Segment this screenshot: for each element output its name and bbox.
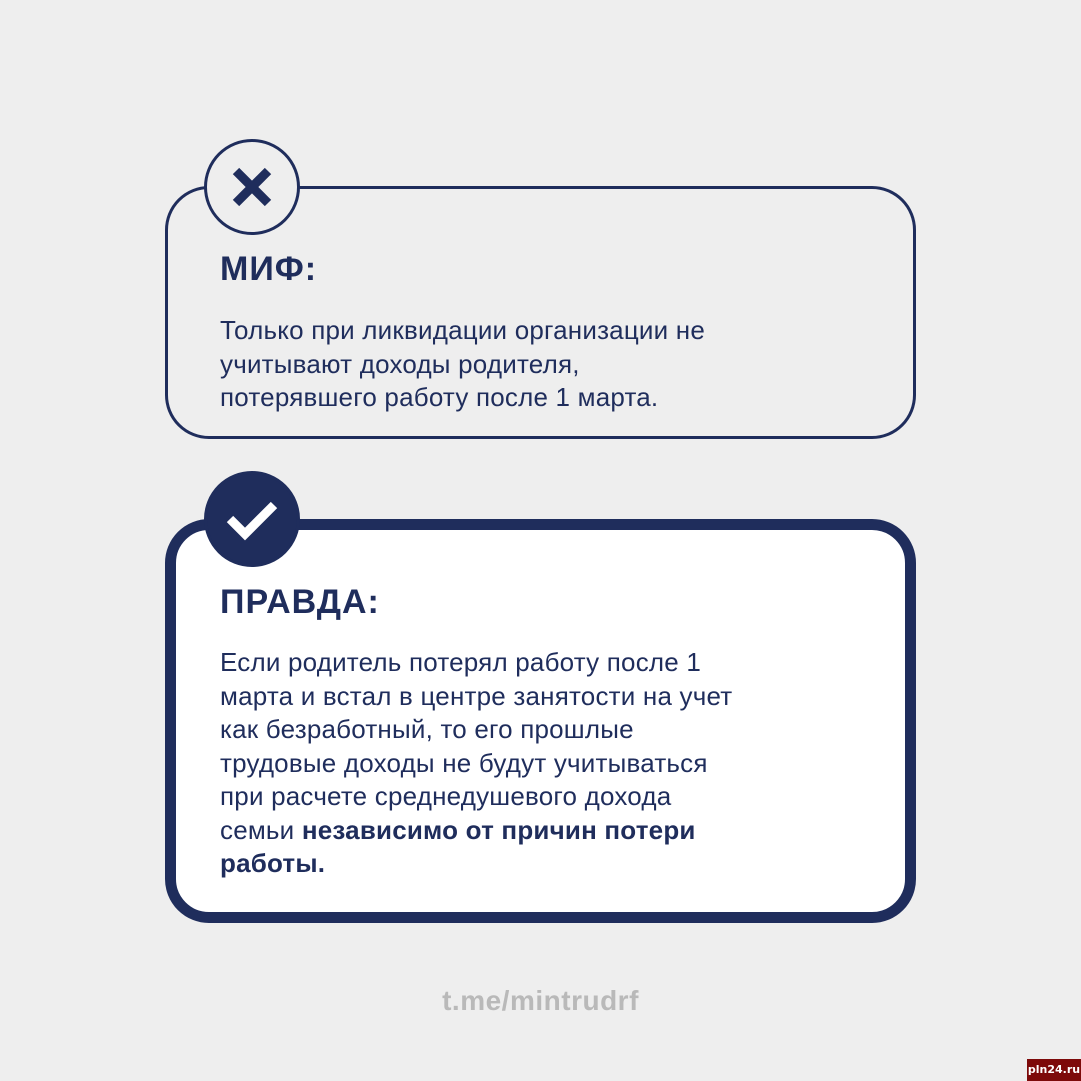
close-icon bbox=[207, 142, 297, 232]
truth-text-line: как безработный, то его прошлые bbox=[220, 714, 634, 744]
myth-heading: МИФ: bbox=[220, 250, 318, 288]
site-watermark: pln24.ru bbox=[1027, 1059, 1081, 1081]
truth-badge bbox=[204, 471, 300, 567]
truth-text-line-6 bbox=[220, 814, 870, 848]
telegram-link[interactable]: t.me/mintrudrf bbox=[442, 985, 639, 1016]
myth-text-line: учитывают доходы родителя, bbox=[220, 348, 580, 379]
truth-heading: ПРАВДА: bbox=[220, 583, 380, 621]
truth-text-line: Если родитель потерял работу после 1 bbox=[220, 647, 702, 677]
truth-text-line: марта и встал в центре занятости на учет bbox=[220, 680, 733, 711]
truth-text-emphasis: независимо от причин потери bbox=[301, 814, 696, 845]
myth-badge bbox=[204, 139, 300, 235]
truth-text-emphasis-end: работы. bbox=[220, 848, 326, 878]
myth-text-line: Только при ликвидации организации не bbox=[220, 315, 706, 345]
truth-text bbox=[220, 646, 870, 881]
myth-text-line: потерявшего работу после 1 марта. bbox=[220, 382, 659, 412]
truth-text-line: трудовые доходы не будут учитываться bbox=[220, 747, 708, 778]
truth-text-regular: семьи bbox=[220, 814, 302, 845]
myth-text bbox=[220, 314, 870, 415]
truth-text-line: при расчете среднедушевого дохода bbox=[220, 781, 672, 811]
check-icon bbox=[207, 474, 297, 564]
